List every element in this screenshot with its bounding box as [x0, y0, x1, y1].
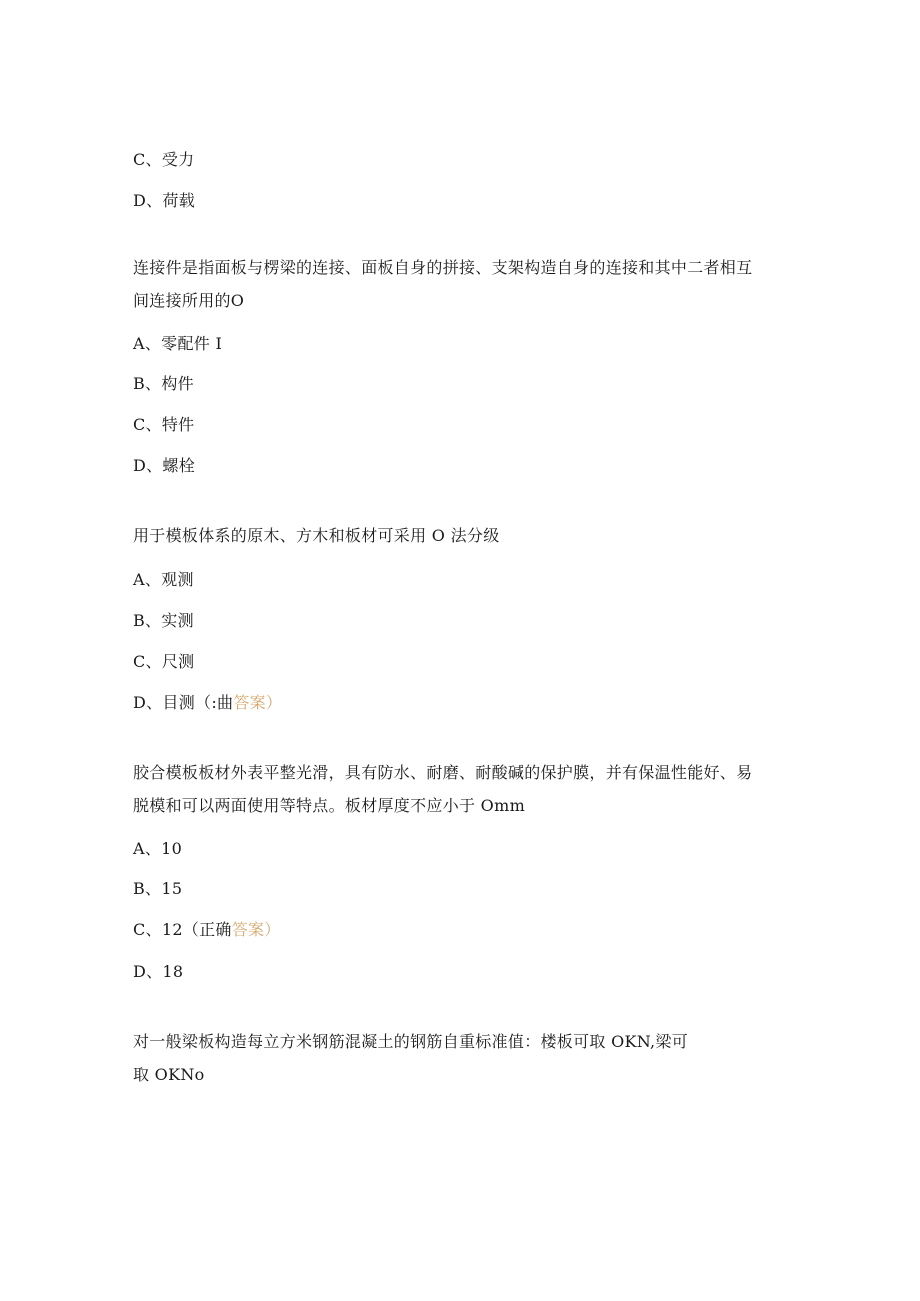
question-stem-line: 对一般梁板构造每立方米钢筋混凝土的钢筋自重标准值：楼板可取 OKN,梁可 [133, 1032, 689, 1051]
option-a: A、10 [133, 839, 183, 858]
question-stem-line: 间连接所用的O [133, 291, 245, 310]
option-c: C、尺测 [133, 652, 195, 671]
option-a: A、观测 [133, 570, 194, 589]
option-text: C、12（正确 [133, 920, 232, 939]
option-c: C、特件 [133, 415, 195, 434]
question-stem-line: 脱模和可以两面使用等特点。板材厚度不应小于 Omm [133, 796, 526, 815]
question-stem-line: 取 OKNo [133, 1065, 205, 1084]
question-stem-line: 连接件是指面板与楞梁的连接、面板自身的拼接、支架构造自身的连接和其中二者相互 [133, 258, 753, 277]
option-text: D、目测（:曲 [133, 693, 234, 712]
option-d: D、螺栓 [133, 456, 196, 475]
option-a: A、零配件 I [133, 334, 223, 353]
question-stem-line: 用于模板体系的原木、方木和板材可采用 O 法分级 [133, 526, 500, 545]
option-b: B、15 [133, 879, 183, 898]
option-b: B、实测 [133, 611, 194, 630]
option-d: D、荷载 [133, 191, 196, 210]
option-c: C、受力 [133, 150, 195, 169]
option-c [133, 920, 281, 940]
question-stem-line: 胶合模板板材外表平整光滑，具有防水、耐磨、耐酸碱的保护膜，并有保温性能好、易 [133, 763, 753, 782]
option-d [133, 693, 282, 713]
option-d: D、18 [133, 962, 184, 981]
option-b: B、构件 [133, 374, 194, 393]
answer-mark: 答案） [233, 693, 283, 712]
answer-mark: 答案） [231, 920, 281, 939]
